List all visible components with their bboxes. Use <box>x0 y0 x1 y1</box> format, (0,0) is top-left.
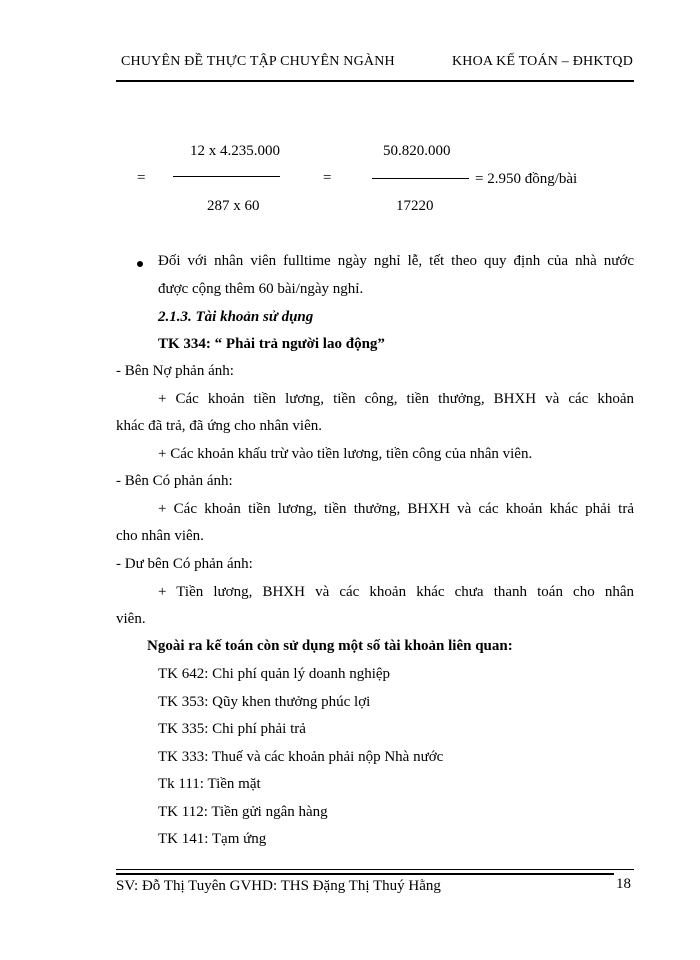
footer-rule-bottom <box>116 873 614 875</box>
formula-denominator-2: 17220 <box>396 198 434 214</box>
related-account-item: TK 642: Chi phí quản lý doanh nghiệp <box>158 666 391 682</box>
related-account-item: TK 141: Tạm ứng <box>158 831 267 847</box>
related-account-item: TK 112: Tiền gửi ngân hàng <box>158 804 328 820</box>
bullet-line-1: Đối với nhân viên fulltime ngày nghỉ lễ, tết theo quy định của nhà nước <box>158 253 634 269</box>
bullet-line-2: được cộng thêm 60 bài/ngày nghỉ. <box>158 281 364 297</box>
debit-line-1b: khác đã trả, đã ứng cho nhân viên. <box>116 418 322 434</box>
debit-line-1a: + Các khoản tiền lương, tiền công, tiền thưởng, BHXH và các khoản <box>158 391 634 407</box>
related-account-item: TK 333: Thuế và các khoản phải nộp Nhà nước <box>158 749 444 765</box>
credit-label: - Bên Có phản ánh: <box>116 473 233 489</box>
credit-line-1a: + Các khoản tiền lương, tiền thưởng, BHXH và các khoản khác phải trả <box>158 501 634 517</box>
header-rule <box>116 80 634 82</box>
fraction-bar-1 <box>173 176 280 177</box>
balance-line-1b: viên. <box>116 611 146 627</box>
formula-equals-1: = <box>137 170 146 186</box>
related-account-item: Tk 111: Tiền mặt <box>158 776 261 792</box>
header-left: CHUYÊN ĐỀ THỰC TẬP CHUYÊN NGÀNH <box>121 54 395 69</box>
formula-equals-2: = <box>323 170 332 186</box>
formula-numerator-2: 50.820.000 <box>383 143 451 159</box>
debit-line-2: + Các khoản khấu trừ vào tiền lương, tiền công của nhân viên. <box>158 446 533 462</box>
header-right: KHOA KẾ TOÁN – ĐHKTQD <box>452 54 634 69</box>
balance-label: - Dư bên Có phản ánh: <box>116 556 253 572</box>
footer-credits: SV: Đỗ Thị Tuyên GVHD: THS Đặng Thị Thuý Hằng <box>116 878 441 894</box>
footer-rule-top <box>116 869 634 870</box>
related-account-item: TK 353: Qũy khen thưởng phúc lợi <box>158 694 371 710</box>
page-number: 18 <box>616 876 631 892</box>
related-account-item: TK 335: Chi phí phải trả <box>158 721 306 737</box>
related-heading: Ngoài ra kế toán còn sử dụng một số tài khoản liên quan: <box>147 638 513 654</box>
section-heading: 2.1.3. Tài khoản sử dụng <box>158 309 314 325</box>
balance-line-1a: + Tiền lương, BHXH và các khoản khác chưa thanh toán cho nhân <box>158 584 634 600</box>
formula-numerator-1: 12 x 4.235.000 <box>190 143 280 159</box>
credit-line-1b: cho nhân viên. <box>116 528 204 544</box>
bullet-dot <box>137 261 143 267</box>
debit-label: - Bên Nợ phản ánh: <box>116 363 234 379</box>
formula-result: = 2.950 đồng/bài <box>475 171 578 187</box>
account-title: TK 334: “ Phải trả người lao động” <box>158 336 385 352</box>
formula-denominator-1: 287 x 60 <box>207 198 260 214</box>
fraction-bar-2 <box>372 178 469 179</box>
